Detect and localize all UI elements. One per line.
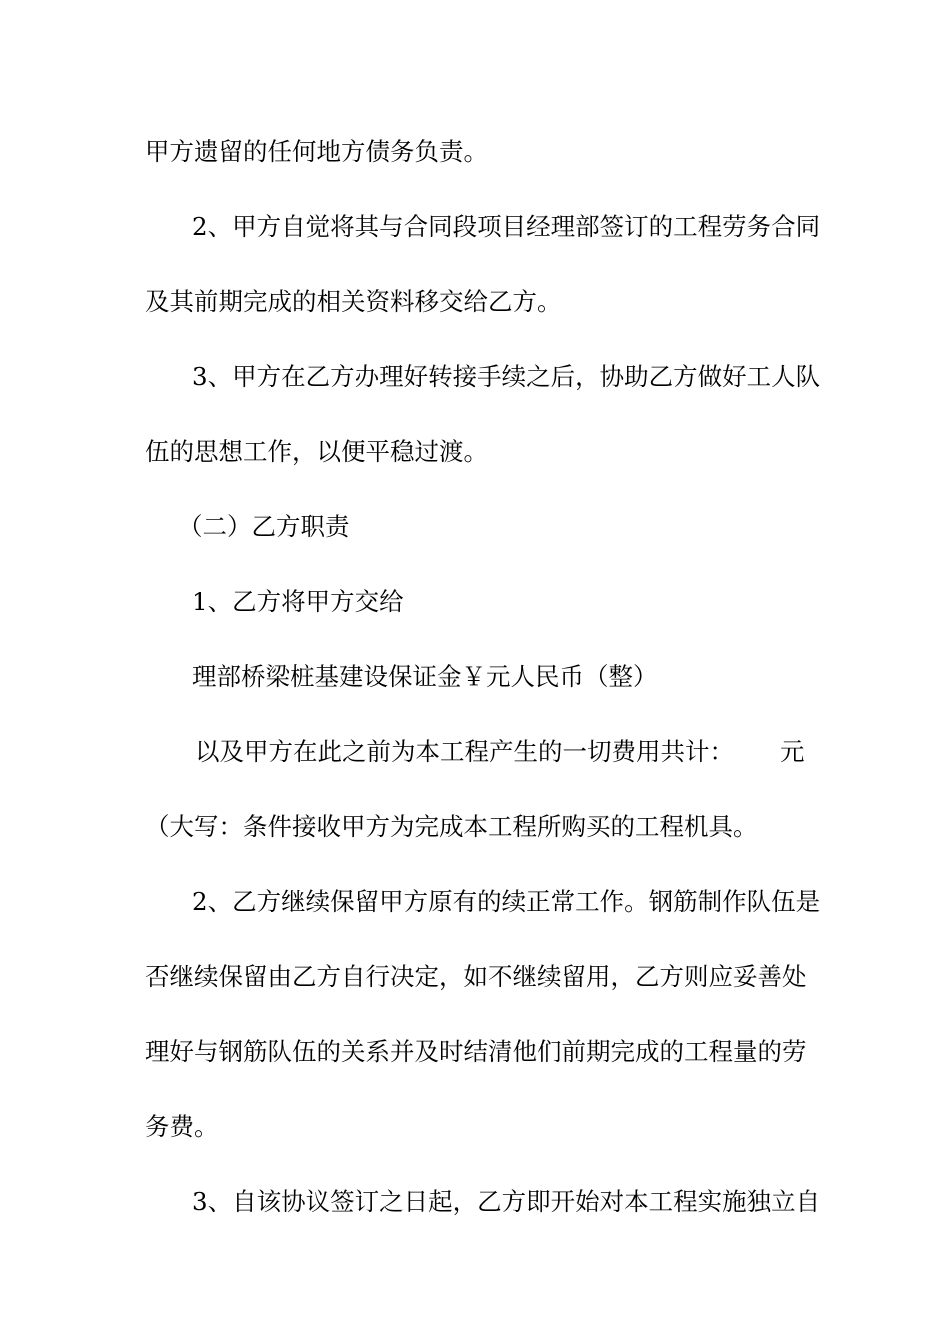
paragraph-line: 以及甲方在此之前为本工程产生的一切费用共计：: [195, 737, 734, 766]
paragraph-line: 2、甲方自觉将其与合同段项目经理部签订的工程劳务合同: [192, 212, 821, 241]
paragraph-line: 务费。: [145, 1112, 219, 1141]
paragraph-line: 理部桥梁桩基建设保证金￥元人民币（整）: [192, 662, 658, 691]
paragraph-line: 3、甲方在乙方办理好转接手续之后，协助乙方做好工人队: [192, 362, 821, 391]
paragraph-line: （大写：条件接收甲方为完成本工程所购买的工程机具。: [145, 812, 758, 841]
paragraph-line: 否继续保留由乙方自行决定，如不继续留用，乙方则应妥善处: [145, 962, 807, 991]
paragraph-line: 伍的思想工作，以便平稳过渡。: [145, 437, 488, 466]
paragraph-line: 3、自该协议签订之日起，乙方即开始对本工程实施独立自: [192, 1187, 821, 1216]
paragraph-line: 理好与钢筋队伍的关系并及时结清他们前期完成的工程量的劳: [145, 1037, 807, 1066]
paragraph-line: 及其前期完成的相关资料移交给乙方。: [145, 287, 562, 316]
paragraph-line: 1、乙方将甲方交给: [192, 587, 404, 616]
paragraph-line: 甲方遗留的任何地方债务负责。: [145, 137, 488, 166]
paragraph-line: 元: [780, 737, 805, 766]
paragraph-line: 2、乙方继续保留甲方原有的续正常工作。钢筋制作队伍是: [192, 887, 821, 916]
section-heading: （二）乙方职责: [178, 512, 350, 541]
